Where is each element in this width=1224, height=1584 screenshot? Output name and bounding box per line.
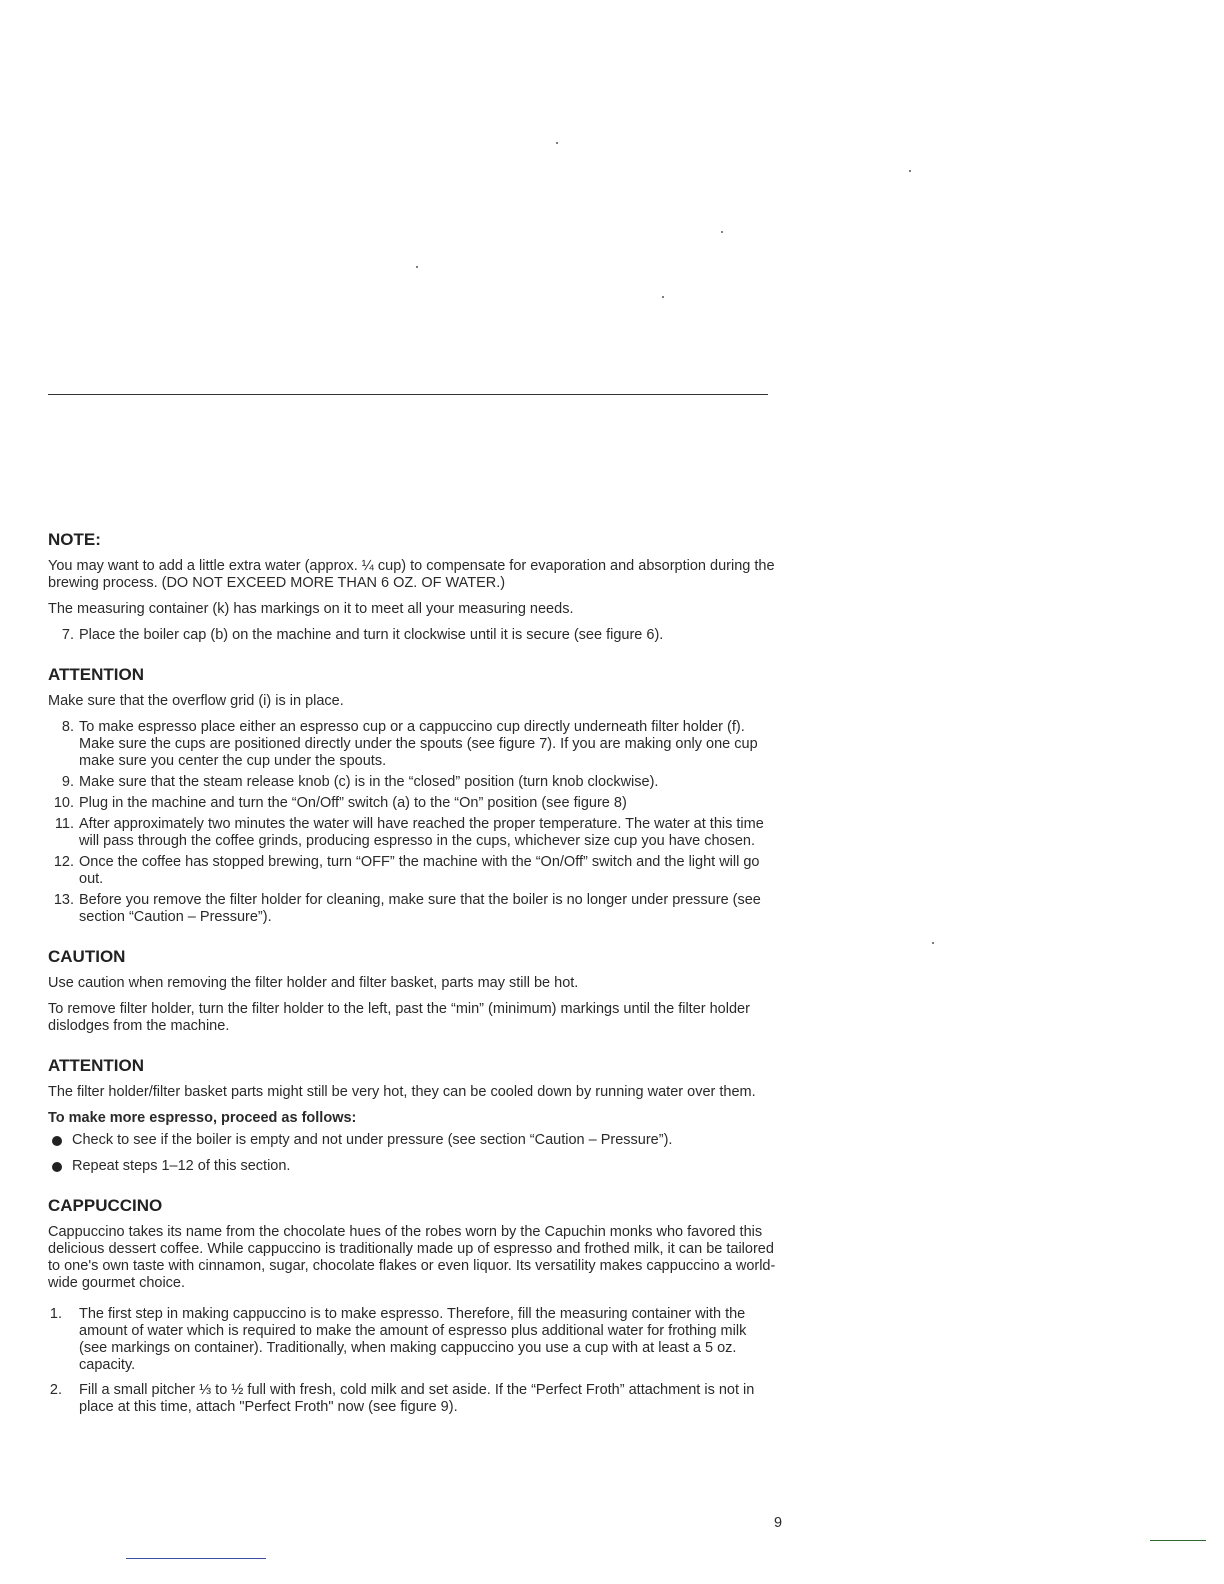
step-text: Plug in the machine and turn the “On/Off” switch (a) to the “On” position (see figure 8) <box>79 795 627 811</box>
bullet-icon <box>52 1136 62 1146</box>
step-item <box>48 774 778 791</box>
note-paragraph: You may want to add a little extra water (approx. ¼ cup) to compensate for evaporation and absorption during the brewing process. (DO NOT EXCEED MORE THAN 6 OZ. OF WATER.) <box>48 558 775 591</box>
step-number: 7. <box>61 627 74 643</box>
step-number: 9. <box>61 774 74 790</box>
cappuccino-paragraph: Cappuccino takes its name from the chocolate hues of the robes worn by the Capuchin monks who favored this delicious dessert coffee. While cappuccino is traditionally made up of espresso and frothed milk, it can be tailored to one's own taste with cinnamon, sugar, chocolate flakes or even liquor. Its versatility makes cappuccino a world-wide gourmet choice. <box>48 1224 776 1291</box>
bottom-left-line <box>126 1558 266 1559</box>
scan-speck <box>662 296 664 298</box>
bottom-right-line <box>1150 1540 1206 1541</box>
attention-heading: ATTENTION <box>48 1056 145 1075</box>
step-item <box>48 892 778 926</box>
top-divider <box>48 394 768 395</box>
step-text: Fill a small pitcher ⅓ to ½ full with fresh, cold milk and set aside. If the “Perfect Froth” attachment is not in place at this time, attach "Perfect Froth" now (see figure 9). <box>79 1382 755 1415</box>
bullet-item <box>48 1158 778 1175</box>
attention-heading: ATTENTION <box>48 665 145 684</box>
bullet-item <box>48 1132 778 1149</box>
step-number: 2. <box>49 1382 62 1398</box>
caution-section <box>48 947 778 1035</box>
attention-section <box>48 665 778 926</box>
attention-section <box>48 1056 778 1175</box>
bullet-text: Repeat steps 1–12 of this section. <box>72 1158 291 1174</box>
step-number: 8. <box>61 719 74 735</box>
step-text: Once the coffee has stopped brewing, turn “OFF” the machine with the “On/Off” switch and the light will go out. <box>79 854 760 887</box>
caution-paragraph: To remove filter holder, turn the filter holder to the left, past the “min” (minimum) markings until the filter holder dislodges from the machine. <box>48 1001 750 1034</box>
page-content <box>48 530 778 1437</box>
scan-speck <box>556 142 558 144</box>
step-text: After approximately two minutes the water will have reached the proper temperature. The water at this time will pass through the coffee grinds, producing espresso in the cups, whichever size cup you have chosen. <box>79 816 764 849</box>
cappuccino-section <box>48 1196 778 1416</box>
step-item <box>48 627 778 644</box>
attention-paragraph: The filter holder/filter basket parts might still be very hot, they can be cooled down by running water over them. <box>48 1084 756 1100</box>
step-text: Before you remove the filter holder for cleaning, make sure that the boiler is no longer under pressure (see section “Caution – Pressure”). <box>79 892 761 925</box>
step-number: 1. <box>49 1306 62 1322</box>
steps-list <box>48 719 778 926</box>
step-item <box>48 719 778 770</box>
note-paragraph: The measuring container (k) has markings on it to meet all your measuring needs. <box>48 601 574 617</box>
scan-speck <box>416 266 418 268</box>
cappuccino-heading: CAPPUCCINO <box>48 1196 163 1215</box>
bullet-text: Check to see if the boiler is empty and not under pressure (see section “Caution – Pressure”). <box>72 1132 673 1148</box>
more-espresso-subheading: To make more espresso, proceed as follows: <box>48 1110 357 1126</box>
attention-paragraph: Make sure that the overflow grid (i) is in place. <box>48 693 344 709</box>
step-item <box>48 795 778 812</box>
scan-speck <box>721 231 723 233</box>
step-item <box>48 854 778 888</box>
note-section <box>48 530 778 644</box>
step-number: 10. <box>53 795 74 811</box>
note-heading: NOTE: <box>48 530 101 549</box>
step-number: 11. <box>54 816 74 832</box>
step-text: The first step in making cappuccino is to make espresso. Therefore, fill the measuring container with the amount of water which is required to make the amount of espresso plus additional water for frothing milk (see markings on container). Traditionally, when making cappuccino you use a cup with at least a 5 oz. capacity. <box>79 1306 747 1373</box>
scan-speck <box>909 170 911 172</box>
page-number: 9 <box>774 1515 783 1531</box>
caution-heading: CAUTION <box>48 947 126 966</box>
step-number: 12. <box>53 854 74 870</box>
step-text: To make espresso place either an espresso cup or a cappuccino cup directly underneath filter holder (f). Make sure the cups are positioned directly under the spouts (see figure 7). If you are making only one cup make sure you center the cup under the spouts. <box>79 719 758 769</box>
step-text: Make sure that the steam release knob (c) is in the “closed” position (turn knob clockwise). <box>79 774 659 790</box>
steps-list <box>48 1306 778 1416</box>
step-item <box>48 816 778 850</box>
scan-speck <box>932 942 934 944</box>
step-item <box>48 1306 778 1374</box>
caution-paragraph: Use caution when removing the filter holder and filter basket, parts may still be hot. <box>48 975 579 991</box>
bullet-icon <box>52 1162 62 1172</box>
steps-list <box>48 627 778 644</box>
step-number: 13. <box>53 892 74 908</box>
step-text: Place the boiler cap (b) on the machine and turn it clockwise until it is secure (see figure 6). <box>79 627 664 643</box>
step-item <box>48 1382 778 1416</box>
